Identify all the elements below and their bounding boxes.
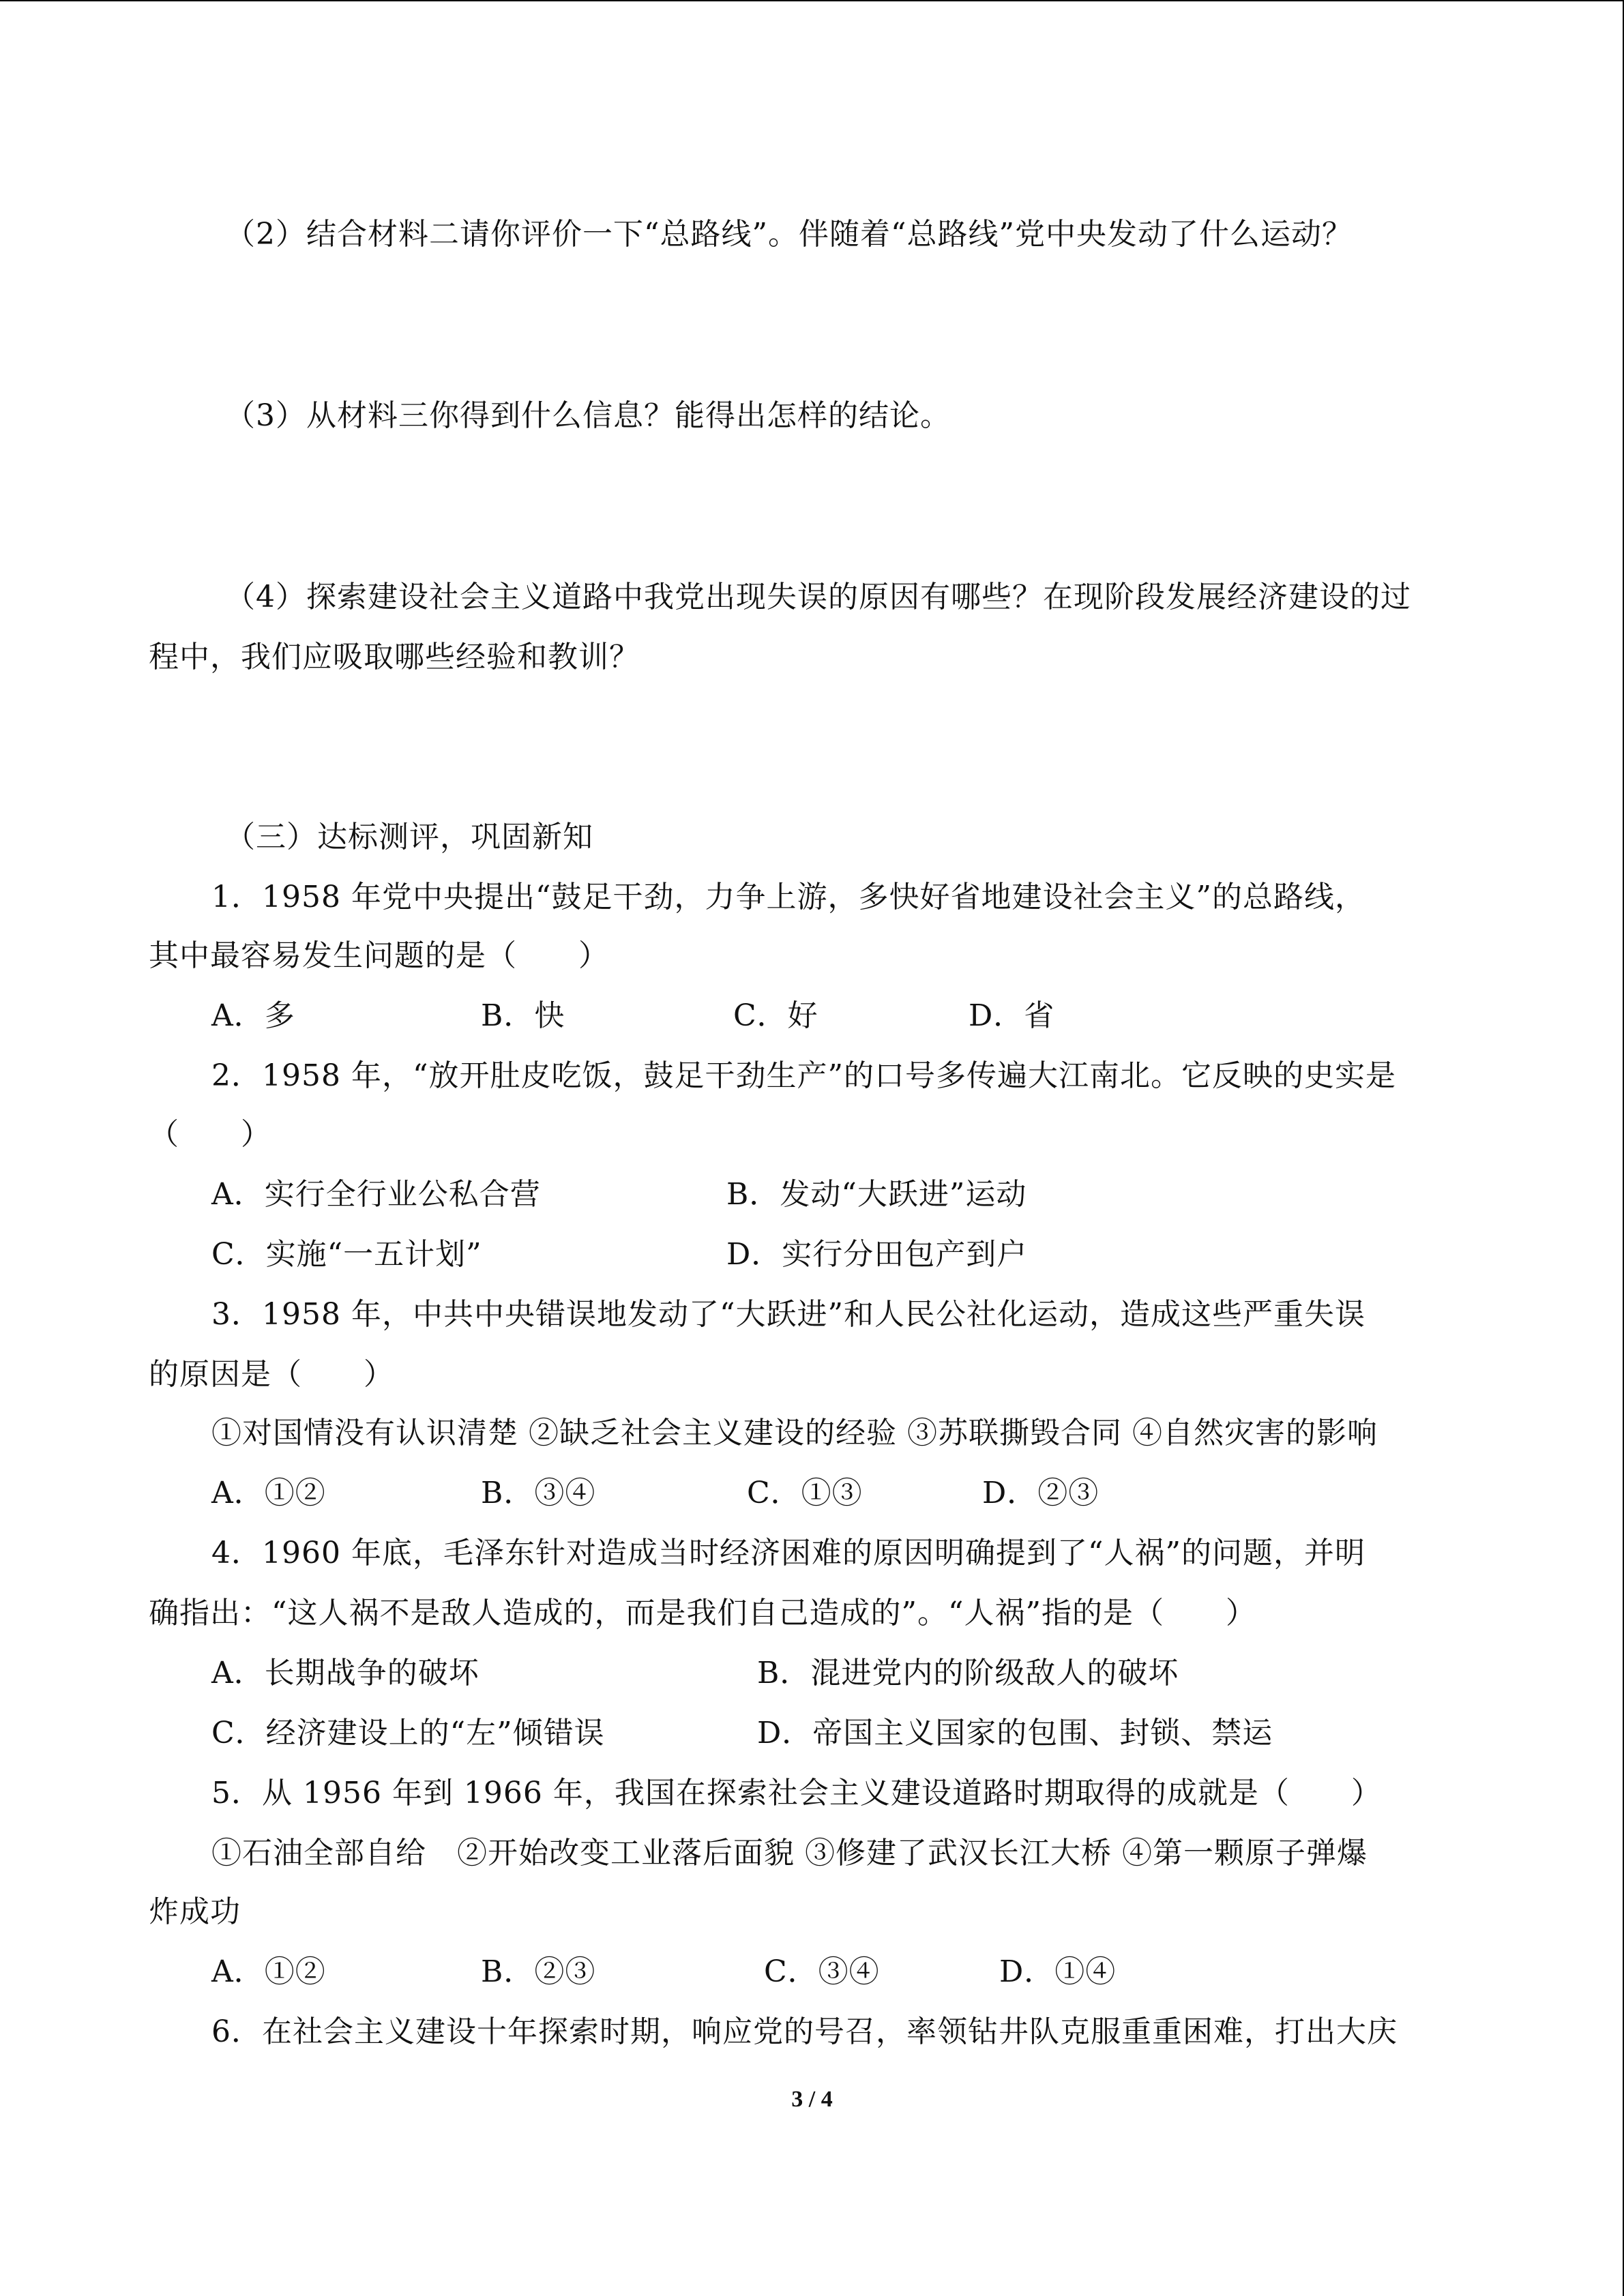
item-1-option-b: B．快 xyxy=(481,998,565,1033)
item-3-line-2: 的原因是（ ） xyxy=(149,1357,394,1392)
item-1-line-1: 1．1958 年党中央提出“鼓足干劲，力争上游，多快好省地建设社会主义”的总路线， xyxy=(211,880,1365,914)
item-5-option-b: B．②③ xyxy=(481,1954,596,1989)
item-5-line-3: 炸成功 xyxy=(149,1894,241,1929)
question-2: （2）结合材料二请你评价一下“总路线”。伴随着“总路线”党中央发动了什么运动？ xyxy=(225,217,1353,252)
item-1-option-a: A．多 xyxy=(211,998,295,1033)
item-4-option-a: A．长期战争的破坏 xyxy=(211,1656,479,1690)
item-5-option-d: D．①④ xyxy=(999,1954,1117,1989)
question-4-line-1: （4）探索建设社会主义道路中我党出现失误的原因有哪些？在现阶段发展经济建设的过 xyxy=(225,580,1411,614)
item-5-line-1: 5．从 1956 年到 1966 年，我国在探索社会主义建设道路时期取得的成就是（ ） xyxy=(211,1776,1382,1810)
item-1-option-c: C．好 xyxy=(733,998,818,1033)
item-5-statements: ①石油全部自给 ②开始改变工业落后面貌 ③修建了武汉长江大桥 ④第一颗原子弹爆 xyxy=(211,1836,1368,1870)
item-3-option-b: B．③④ xyxy=(481,1476,596,1510)
item-3-statements: ①对国情没有认识清楚 ②缺乏社会主义建设的经验 ③苏联撕毁合同 ④自然灾害的影响 xyxy=(211,1416,1378,1450)
item-4-option-d: D．帝国主义国家的包围、封锁、禁运 xyxy=(757,1716,1273,1750)
item-3-line-1: 3．1958 年，中共中央错误地发动了“大跃进”和人民公社化运动，造成这些严重失误 xyxy=(211,1297,1365,1332)
item-1-line-2: 其中最容易发生问题的是（ ） xyxy=(149,938,609,973)
item-4-option-b: B．混进党内的阶级敌人的破坏 xyxy=(757,1656,1179,1690)
question-3: （3）从材料三你得到什么信息？能得出怎样的结论。 xyxy=(225,398,951,433)
item-4-option-c: C．经济建设上的“左”倾错误 xyxy=(211,1716,605,1750)
item-3-option-d: D．②③ xyxy=(982,1476,1099,1510)
item-5-option-c: C．③④ xyxy=(764,1954,880,1989)
item-4-line-2: 确指出：“这人祸不是敌人造成的，而是我们自己造成的”。“人祸”指的是（ ） xyxy=(149,1596,1256,1630)
item-3-option-a: A．①② xyxy=(211,1476,326,1510)
item-2-option-b: B．发动“大跃进”运动 xyxy=(726,1177,1027,1212)
item-2-line-2: （ ） xyxy=(149,1117,271,1152)
item-2-option-c: C．实施“一五计划” xyxy=(211,1237,482,1272)
item-4-line-1: 4．1960 年底，毛泽东针对造成当时经济困难的原因明确提到了“人祸”的问题，并明 xyxy=(211,1536,1365,1570)
item-2-option-d: D．实行分田包产到户 xyxy=(726,1237,1028,1272)
page-number: 3 / 4 xyxy=(791,2087,833,2112)
item-3-option-c: C．①③ xyxy=(747,1476,863,1510)
question-4-line-2: 程中，我们应吸取哪些经验和教训？ xyxy=(149,640,640,674)
item-1-option-d: D．省 xyxy=(969,998,1055,1033)
item-6-line-1: 6．在社会主义建设十年探索时期，响应党的号召，率领钻井队克服重重困难，打出大庆 xyxy=(211,2014,1398,2049)
item-2-option-a: A．实行全行业公私合营 xyxy=(211,1177,541,1212)
section-title: （三）达标测评，巩固新知 xyxy=(225,820,593,854)
item-5-option-a: A．①② xyxy=(211,1954,326,1989)
item-2-line-1: 2．1958 年，“放开肚皮吃饭，鼓足干劲生产”的口号多传遍大江南北。它反映的史实是 xyxy=(211,1058,1396,1093)
